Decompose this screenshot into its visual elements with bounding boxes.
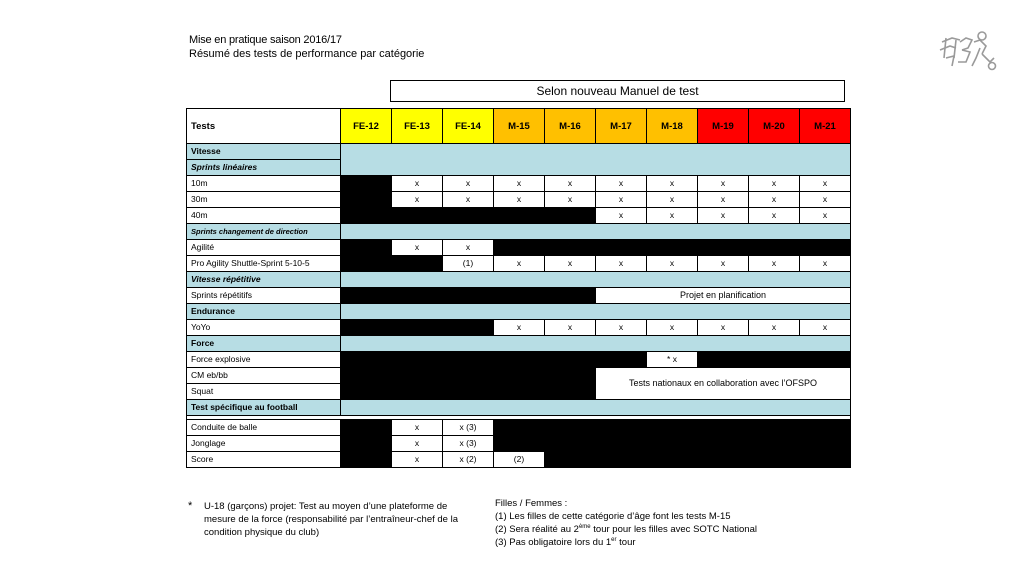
footnote-left-text: U-18 (garçons) projet: Test au moyen d’une plateforme de mesure de la force (responsabilité par l’entraîneur-chef de la condition physique du club) xyxy=(204,501,458,538)
cell-blocked xyxy=(341,192,392,208)
cell-mark: x (3) xyxy=(443,420,494,436)
subsection-row xyxy=(187,272,851,288)
column-header-m18: M-18 xyxy=(647,109,698,144)
cell-mark: (1) xyxy=(443,256,494,272)
cell-mark: x xyxy=(698,320,749,336)
cell-mark: x xyxy=(545,320,596,336)
cell-blocked xyxy=(494,436,851,452)
cell-mark: x xyxy=(443,176,494,192)
row-label-10m: 10m xyxy=(187,176,341,192)
cell-blocked xyxy=(341,176,392,192)
section-row xyxy=(187,400,851,416)
row-label-30m: 30m xyxy=(187,192,341,208)
section-endurance: Endurance xyxy=(187,304,341,320)
cell-mark: x xyxy=(392,192,443,208)
column-header-m17: M-17 xyxy=(596,109,647,144)
cell-mark: x xyxy=(800,176,851,192)
cell-blocked xyxy=(341,288,596,304)
cell-mark: x xyxy=(392,452,443,468)
cell-blocked xyxy=(341,352,647,368)
cell-blocked xyxy=(341,436,392,452)
footnote-line-2-b: tour pour les filles avec SOTC National xyxy=(590,524,757,535)
row-label-jonglage: Jonglage xyxy=(187,436,341,452)
row-label-yoyo: YoYo xyxy=(187,320,341,336)
cell-mark: x xyxy=(800,208,851,224)
cell-mark: x xyxy=(596,192,647,208)
row-label-force-explosive: Force explosive xyxy=(187,352,341,368)
cell-mark: x xyxy=(800,320,851,336)
cell-mark: x xyxy=(596,176,647,192)
cell-mark: x xyxy=(647,176,698,192)
section-fill xyxy=(341,224,851,240)
page-title: Mise en pratique saison 2016/17 xyxy=(189,34,342,46)
table-row xyxy=(187,208,851,224)
column-header-m20: M-20 xyxy=(749,109,800,144)
row-label-conduite: Conduite de balle xyxy=(187,420,341,436)
section-fill xyxy=(341,304,851,320)
section-fill xyxy=(341,400,851,416)
table-row xyxy=(187,436,851,452)
footnote-line-2-sup: ème xyxy=(578,523,591,530)
cell-mark: x xyxy=(647,192,698,208)
page-subtitle: Résumé des tests de performance par catégorie xyxy=(189,48,425,60)
cell-mark: (2) xyxy=(494,452,545,468)
row-label-agilite: Agilité xyxy=(187,240,341,256)
football-association-logo-icon xyxy=(936,28,998,72)
table-row xyxy=(187,256,851,272)
row-label-cm: CM eb/bb xyxy=(187,368,341,384)
section-row xyxy=(187,304,851,320)
cell-mark: x xyxy=(494,320,545,336)
footnote-heading: Filles / Femmes : xyxy=(495,498,568,509)
table-row xyxy=(187,452,851,468)
cell-mark: x xyxy=(392,436,443,452)
footnote-line-2 xyxy=(495,523,795,536)
cell-mark: x xyxy=(443,192,494,208)
row-label-score: Score xyxy=(187,452,341,468)
cell-blocked xyxy=(698,352,851,368)
table-row xyxy=(187,420,851,436)
footnote-line-3 xyxy=(495,536,795,549)
column-header-m19: M-19 xyxy=(698,109,749,144)
section-row xyxy=(187,144,851,160)
column-header-tests: Tests xyxy=(187,109,341,144)
table-row xyxy=(187,240,851,256)
cell-mark: x xyxy=(698,192,749,208)
footnote-left xyxy=(190,500,480,539)
subsection-row xyxy=(187,224,851,240)
section-fill xyxy=(341,272,851,288)
cell-mark: x xyxy=(647,208,698,224)
row-label-40m: 40m xyxy=(187,208,341,224)
cell-blocked xyxy=(341,420,392,436)
table-row xyxy=(187,176,851,192)
section-force: Force xyxy=(187,336,341,352)
cell-mark: x xyxy=(698,256,749,272)
row-label-squat: Squat xyxy=(187,384,341,400)
note-projet: Projet en planification xyxy=(596,288,851,304)
row-label-pro-agility: Pro Agility Shuttle-Sprint 5-10-5 xyxy=(187,256,341,272)
column-header-m16: M-16 xyxy=(545,109,596,144)
cell-mark: x xyxy=(647,320,698,336)
cell-mark: x xyxy=(443,240,494,256)
cell-mark: x xyxy=(392,240,443,256)
column-header-fe14: FE-14 xyxy=(443,109,494,144)
footnote-line-3-b: tour xyxy=(616,537,636,548)
cell-mark: x xyxy=(494,192,545,208)
cell-mark: x xyxy=(392,420,443,436)
cell-blocked xyxy=(341,452,392,468)
table-row xyxy=(187,288,851,304)
cell-mark: x xyxy=(749,320,800,336)
cell-blocked xyxy=(341,240,392,256)
cell-mark: x xyxy=(545,192,596,208)
footnote-star: * xyxy=(188,500,193,512)
cell-mark: x xyxy=(749,176,800,192)
footnote-line-1: (1) Les filles de cette catégorie d’âge font les tests M-15 xyxy=(495,511,731,522)
footnote-right xyxy=(495,497,795,549)
section-test-specifique: Test spécifique au football xyxy=(187,400,341,416)
subsection-vitesse-repetitive: Vitesse répétitive xyxy=(187,272,341,288)
cell-blocked xyxy=(494,240,851,256)
cell-mark: x xyxy=(545,256,596,272)
cell-mark: x (2) xyxy=(443,452,494,468)
cell-mark: x xyxy=(494,176,545,192)
cell-mark: x xyxy=(596,320,647,336)
cell-mark: x xyxy=(647,256,698,272)
note-tests-nationaux: Tests nationaux en collaboration avec l’OFSPO xyxy=(596,368,851,400)
cell-mark: x xyxy=(800,256,851,272)
footnote-line-2-a: (2) Sera réalité au 2 xyxy=(495,524,579,535)
cell-mark: x xyxy=(749,208,800,224)
title-block xyxy=(189,33,424,61)
banner: Selon nouveau Manuel de test xyxy=(390,80,845,102)
table-row xyxy=(187,320,851,336)
cell-blocked xyxy=(494,420,851,436)
column-header-m15: M-15 xyxy=(494,109,545,144)
footnote-line-3-a: (3) Pas obligatoire lors du 1 xyxy=(495,537,612,548)
section-fill xyxy=(341,144,851,176)
cell-blocked xyxy=(341,256,443,272)
section-fill xyxy=(341,336,851,352)
footnote-line-3-sup: er xyxy=(611,536,617,543)
cell-mark: x xyxy=(698,208,749,224)
section-row xyxy=(187,336,851,352)
cell-mark: x xyxy=(596,256,647,272)
cell-mark: x xyxy=(596,208,647,224)
cell-mark: x xyxy=(698,176,749,192)
column-header-fe12: FE-12 xyxy=(341,109,392,144)
cell-mark: x xyxy=(749,256,800,272)
cell-mark: x xyxy=(392,176,443,192)
cell-mark: x xyxy=(749,192,800,208)
performance-tests-table xyxy=(186,108,851,468)
cell-blocked xyxy=(545,452,851,468)
cell-mark: x xyxy=(545,176,596,192)
cell-mark: x (3) xyxy=(443,436,494,452)
cell-blocked xyxy=(341,208,596,224)
column-header-m21: M-21 xyxy=(800,109,851,144)
header-row xyxy=(187,109,851,144)
row-label-sprints-repetitifs: Sprints répétitifs xyxy=(187,288,341,304)
cell-blocked xyxy=(341,368,596,400)
subsection-sprints-changement: Sprints changement de direction xyxy=(187,224,341,240)
table-row xyxy=(187,192,851,208)
cell-mark: x xyxy=(800,192,851,208)
section-vitesse: Vitesse xyxy=(187,144,341,160)
column-header-fe13: FE-13 xyxy=(392,109,443,144)
cell-mark: x xyxy=(494,256,545,272)
cell-mark-star: * x xyxy=(647,352,698,368)
table-row xyxy=(187,352,851,368)
table-row xyxy=(187,368,851,384)
subsection-sprints-lineaires: Sprints linéaires xyxy=(187,160,341,176)
cell-blocked xyxy=(341,320,494,336)
